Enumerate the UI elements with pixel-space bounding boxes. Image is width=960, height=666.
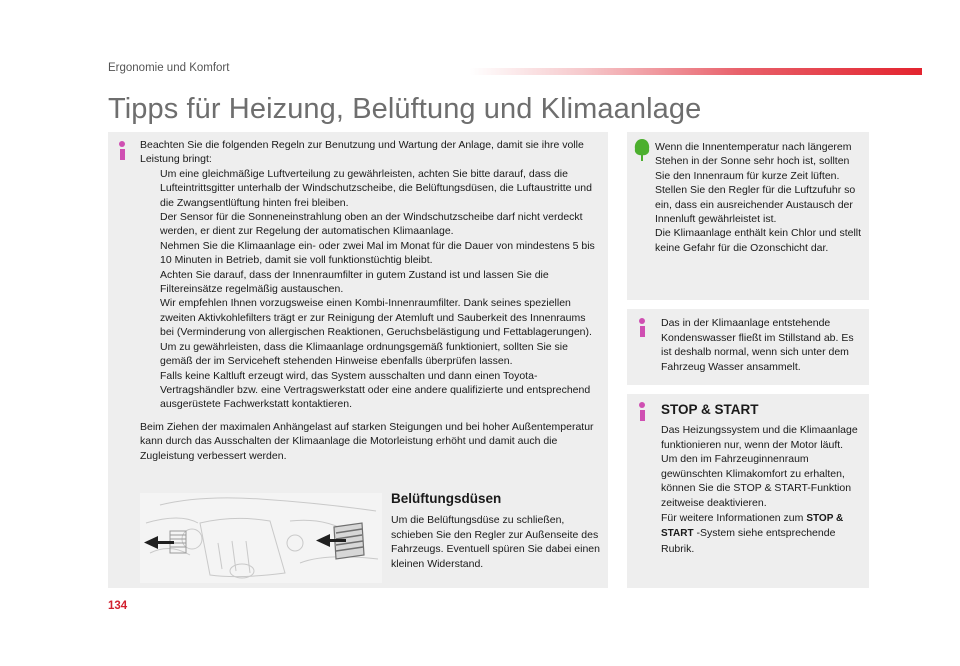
leaf-icon — [633, 138, 651, 162]
stop-start-text-2: Um den im Fahrzeuginnenraum gewünschten Klimakomfort zu erhalten, können Sie die STOP & START-Funktion zeitweise deaktivieren. — [661, 453, 852, 509]
stop-start-ref[interactable]: STOP & START — [661, 512, 844, 540]
eco-text-1: Wenn die Innentemperatur nach längerem Stehen in der Sonne sehr hoch ist, sollten Sie den Innenraum für kurze Zeit lüften. Stellen Sie den Regler für die Luftzufuhr so ein, dass ein ausreichender Austausch der Innenluft gewährleistet ist. — [655, 141, 856, 226]
info-icon — [638, 402, 646, 421]
towing-text: Beim Ziehen der maximalen Anhängelast auf starken Steigungen und bei hoher Außentemperatur kann durch das Ausschalten der Klimaanlage die Motorleistung erhöht und damit auch die Zugleistung verbessert werden. — [140, 420, 594, 462]
list-item: Falls keine Kaltluft erzeugt wird, das System ausschalten und dann einen Toyota-Vertragshändler bzw. eine Vertragswerkstatt oder eine andere qualifizierte und entsprechend ausgerüstete Fachwerkstatt kontaktieren. — [160, 369, 591, 411]
tips-list — [140, 167, 600, 412]
main-text — [140, 138, 600, 463]
list-item: Achten Sie darauf, dass der Innenraumfilter in gutem Zustand ist und lassen Sie die Filtereinsätze regelmäßig austauschen. Wir empfehlen Ihnen vorzugsweise einen Kombi-Innenraumfilter. Dank seines speziellen zweiten Aktivkohlefilters trägt er zur Reinigung der Atemluft und Sauberkeit des Innenraums bei (Verminderung von allergischen Reaktionen, Geruchsbelästigung und Fettablagerungen). — [160, 268, 592, 339]
list-item: Nehmen Sie die Klimaanlage ein- oder zwei Mal im Monat für die Dauer von mindestens 5 bis 10 Minuten in Betrieb, damit sie voll funktionstüchtig bleibt. — [160, 239, 595, 267]
stop-start-text-1: Das Heizungssystem und die Klimaanlage funktionieren nur, wenn der Motor läuft. — [661, 424, 858, 451]
list-item: Der Sensor für die Sonneneinstrahlung oben an der Windschutzscheibe darf nicht verdeckt werden, er dient zur Regelung der automatischen Klimaanlage. — [160, 211, 583, 238]
intro-text: Beachten Sie die folgenden Regeln zur Benutzung und Wartung der Anlage, damit sie ihre volle Leistung bringt: — [140, 139, 584, 166]
info-icon — [118, 141, 126, 160]
header-accent-bar — [470, 68, 922, 75]
list-item: Um zu gewährleisten, dass die Klimaanlage ordnungsgemäß funktioniert, sollten Sie sie gemäß der im Serviceheft stehenden Hinweise ebenfalls überprüfen lassen. — [160, 340, 568, 368]
filter-note: Wir empfehlen Ihnen vorzugsweise einen Kombi-Innenraumfilter. Dank seines speziellen zweiten Aktivkohlefilters trägt er zur Reinigung der Atemluft und Sauberkeit des Innenraums bei (Verminderung von allergischen Reaktionen, Geruchsbelästigung und Fettablagerungen). — [160, 297, 592, 339]
condensate-text: Das in der Klimaanlage entstehende Kondenswasser fließt im Stillstand ab. Es ist deshalb normal, wenn sich unter dem Fahrzeug Wasser ansammelt. — [661, 317, 854, 373]
vent-illustration — [140, 493, 382, 583]
info-icon — [638, 318, 646, 337]
vents-text: Um die Belüftungsdüse zu schließen, schieben Sie den Regler zur Außenseite des Fahrzeugs. Eventuell spüren Sie dabei einen kleinen Widerstand. — [391, 514, 600, 570]
list-item: Um eine gleichmäßige Luftverteilung zu gewährleisten, achten Sie bitte darauf, dass die Lufteintrittsgitter unterhalb der Windschutzscheibe, die Belüftungsdüsen, die Luftaustritte und die Zwangsentlüftung hinten frei bleiben. — [160, 167, 592, 209]
stop-start-title: STOP & START — [661, 402, 759, 417]
page-title: Tipps für Heizung, Belüftung und Klimaanlage — [108, 93, 702, 125]
section-label: Ergonomie und Komfort — [108, 62, 230, 74]
stop-start-text-3: Für weitere Informationen zum STOP & START -System siehe entsprechende Rubrik. — [661, 511, 844, 555]
vents-title: Belüftungsdüsen — [391, 491, 502, 506]
eco-text-2: Die Klimaanlage enthält kein Chlor und stellt keine Gefahr für die Ozonschicht dar. — [655, 227, 862, 254]
page-number: 134 — [108, 600, 128, 612]
stop-start-text — [661, 423, 865, 556]
eco-text — [655, 140, 865, 255]
